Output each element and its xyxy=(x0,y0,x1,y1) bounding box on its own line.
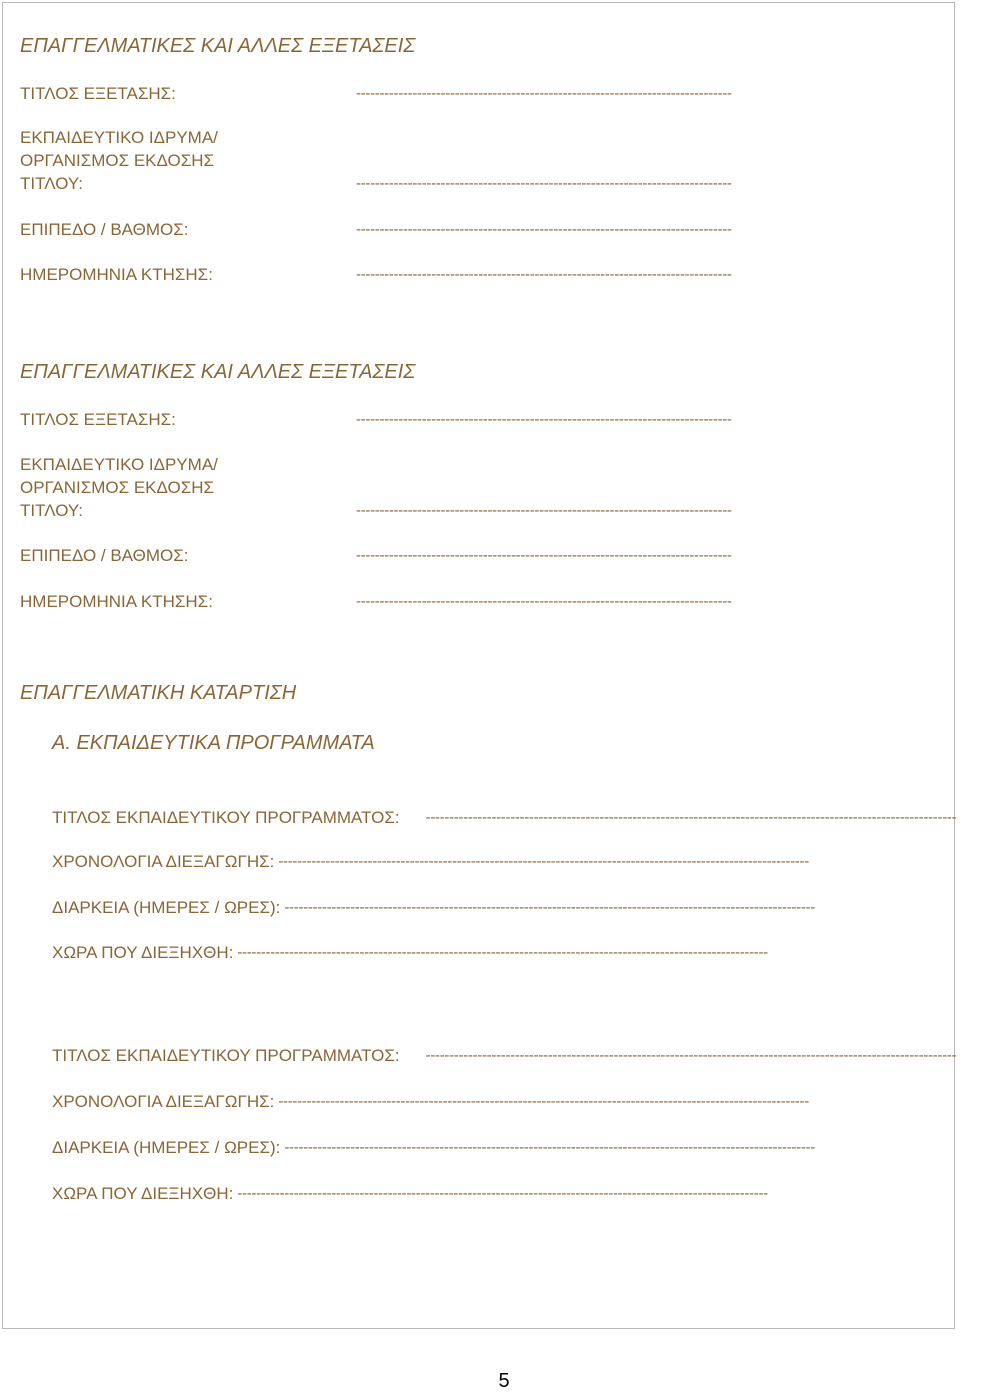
chronology-field[interactable]: ----------------------------------------------------------------------------------------------------------------- xyxy=(278,853,809,870)
issuing-institution-label-line3: ΤΙΤΛΟΥ: xyxy=(20,174,84,193)
duration-row xyxy=(52,898,902,918)
level-grade-field[interactable]: -------------------------------------------------------------------------------- xyxy=(356,221,732,238)
subsection-heading-programs: Α. ΕΚΠΑΙΔΕΥΤΙΚΑ ΠΡΟΓΡΑΜΜΑΤΑ xyxy=(52,732,375,754)
issuing-institution-label-2-line3: ΤΙΤΛΟΥ: xyxy=(20,501,84,520)
level-grade-label: ΕΠΙΠΕΔΟ / ΒΑΘΜΟΣ: xyxy=(20,220,189,239)
program-title-field-2[interactable]: ----------------------------------------------------------------------------------------------------------------- xyxy=(425,1047,957,1064)
country-row-2 xyxy=(52,1184,902,1204)
duration-label-2: ΔΙΑΡΚΕΙΑ (ΗΜΕΡΕΣ / ΩΡΕΣ): xyxy=(52,1138,281,1157)
chronology-row xyxy=(52,852,902,872)
country-label: ΧΩΡΑ ΠΟΥ ΔΙΕΞΗΧΘΗ: xyxy=(52,943,234,962)
program-title-field[interactable]: ----------------------------------------------------------------------------------------------------------------- xyxy=(425,809,957,826)
program-title-row-2 xyxy=(52,1046,957,1066)
duration-label: ΔΙΑΡΚΕΙΑ (ΗΜΕΡΕΣ / ΩΡΕΣ): xyxy=(52,898,281,917)
country-field-2[interactable]: ----------------------------------------------------------------------------------------------------------------- xyxy=(237,1185,768,1202)
chronology-label: ΧΡΟΝΟΛΟΓΙΑ ΔΙΕΞΑΓΩΓΗΣ: xyxy=(52,852,275,871)
level-grade-label-2: ΕΠΙΠΕΔΟ / ΒΑΘΜΟΣ: xyxy=(20,546,189,565)
section-heading-exams-1: ΕΠΑΓΓΕΛΜΑΤΙΚΕΣ ΚΑΙ ΑΛΛΕΣ ΕΞΕΤΑΣΕΙΣ xyxy=(20,35,416,57)
country-field[interactable]: ----------------------------------------------------------------------------------------------------------------- xyxy=(237,944,768,961)
issuing-institution-label-2-line1: ΕΚΠΑΙΔΕΥΤΙΚΟ ΙΔΡΥΜΑ/ xyxy=(20,455,218,474)
exam-title-field[interactable]: -------------------------------------------------------------------------------- xyxy=(356,85,732,102)
program-title-label-2: ΤΙΤΛΟΣ ΕΚΠΑΙΔΕΥΤΙΚΟΥ ΠΡΟΓΡΑΜΜΑΤΟΣ: xyxy=(52,1046,400,1065)
duration-row-2 xyxy=(52,1138,902,1158)
issuing-institution-label-line1: ΕΚΠΑΙΔΕΥΤΙΚΟ ΙΔΡΥΜΑ/ xyxy=(20,128,218,147)
country-label-2: ΧΩΡΑ ΠΟΥ ΔΙΕΞΗΧΘΗ: xyxy=(52,1184,234,1203)
page-number: 5 xyxy=(498,1370,510,1392)
program-title-label: ΤΙΤΛΟΣ ΕΚΠΑΙΔΕΥΤΙΚΟΥ ΠΡΟΓΡΑΜΜΑΤΟΣ: xyxy=(52,808,400,827)
issuing-institution-field-2[interactable]: -------------------------------------------------------------------------------- xyxy=(356,502,732,519)
chronology-label-2: ΧΡΟΝΟΛΟΓΙΑ ΔΙΕΞΑΓΩΓΗΣ: xyxy=(52,1092,275,1111)
acquisition-date-label-2: ΗΜΕΡΟΜΗΝΙΑ ΚΤΗΣΗΣ: xyxy=(20,592,213,611)
acquisition-date-field[interactable]: -------------------------------------------------------------------------------- xyxy=(356,266,732,283)
issuing-institution-label-2-line2: ΟΡΓΑΝΙΣΜΟΣ ΕΚΔΟΣΗΣ xyxy=(20,478,215,497)
duration-field[interactable]: ----------------------------------------------------------------------------------------------------------------- xyxy=(284,899,815,916)
level-grade-field-2[interactable]: -------------------------------------------------------------------------------- xyxy=(356,547,732,564)
exam-title-label: ΤΙΤΛΟΣ ΕΞΕΤΑΣΗΣ: xyxy=(20,84,176,103)
program-title-row xyxy=(52,808,957,828)
section-heading-training: ΕΠΑΓΓΕΛΜΑΤΙΚΗ ΚΑΤΑΡΤΙΣΗ xyxy=(20,682,297,704)
acquisition-date-label: ΗΜΕΡΟΜΗΝΙΑ ΚΤΗΣΗΣ: xyxy=(20,265,213,284)
acquisition-date-field-2[interactable]: -------------------------------------------------------------------------------- xyxy=(356,593,732,610)
exam-title-label-2: ΤΙΤΛΟΣ ΕΞΕΤΑΣΗΣ: xyxy=(20,410,176,429)
exam-title-field-2[interactable]: -------------------------------------------------------------------------------- xyxy=(356,411,732,428)
issuing-institution-field[interactable]: -------------------------------------------------------------------------------- xyxy=(356,175,732,192)
chronology-field-2[interactable]: ----------------------------------------------------------------------------------------------------------------- xyxy=(278,1093,809,1110)
section-heading-exams-2: ΕΠΑΓΓΕΛΜΑΤΙΚΕΣ ΚΑΙ ΑΛΛΕΣ ΕΞΕΤΑΣΕΙΣ xyxy=(20,361,416,383)
country-row xyxy=(52,943,902,963)
issuing-institution-label-line2: ΟΡΓΑΝΙΣΜΟΣ ΕΚΔΟΣΗΣ xyxy=(20,151,215,170)
duration-field-2[interactable]: ----------------------------------------------------------------------------------------------------------------- xyxy=(284,1139,815,1156)
page-frame xyxy=(2,2,955,1329)
chronology-row-2 xyxy=(52,1092,902,1112)
